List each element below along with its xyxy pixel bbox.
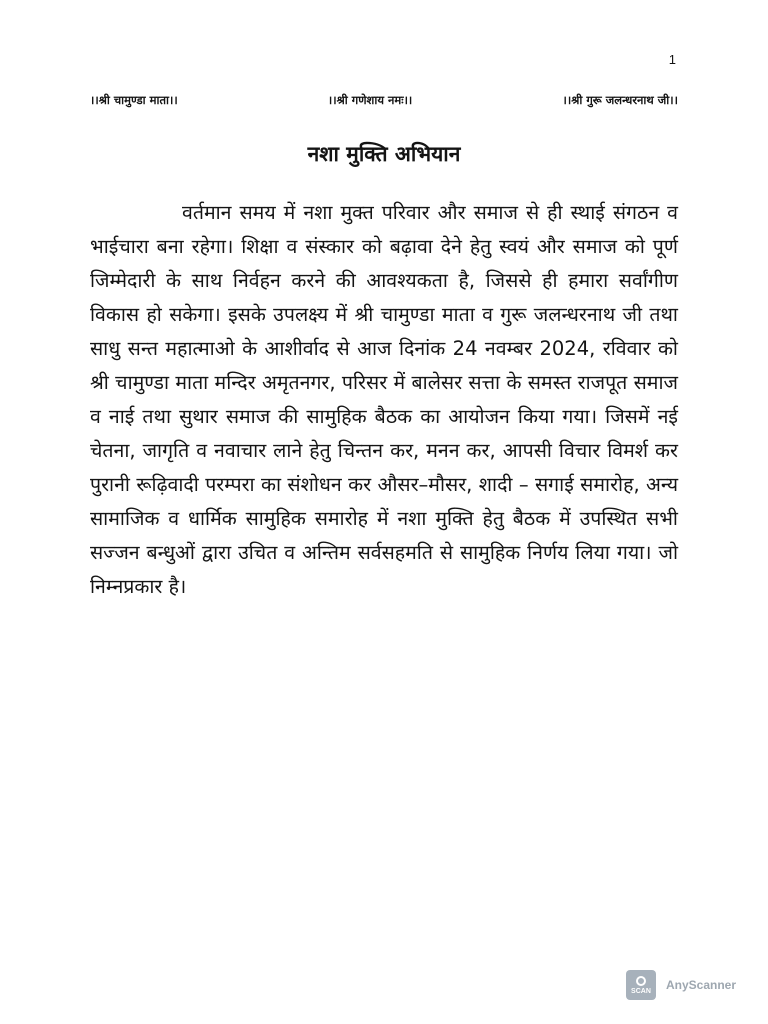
scan-icon (626, 970, 656, 1000)
scan-logo-text: SCAN (631, 987, 651, 995)
document-title: नशा मुक्ति अभियान (307, 142, 461, 166)
body-paragraph: वर्तमान समय में नशा मुक्त परिवार और समाज से ही स्थाई संगठन व भाईचारा बना रहेगा। शिक्षा व संस्कार को बढ़ावा देने हेतु स्वयं और समाज को पूर्ण जिम्मेदारी के साथ निर्वहन करने की आवश्यकता है, जिससे ही हमारा सर्वांगीण विकास हो सकेगा। इसके उपलक्ष्य में श्री चामुण्डा माता व गुरू जलन्धरनाथ जी तथा साधु सन्त महात्माओ के आशीर्वाद से आज दिनांक 24 नवम्बर 2024, रविवार को श्री चामुण्डा माता मन्दिर अमृतनगर, परिसर में बालेसर सत्ता के समस्त राजपूत समाज व नाई तथा सुथार समाज की सामुहिक बैठक का आयोजन किया गया। जिसमें नई चेतना, जागृति व नवाचार लाने हेतु चिन्तन कर, मनन कर, आपसी विचार विमर्श कर पुरानी रूढ़िवादी परम्परा का संशोधन कर औसर–मौसर, शादी – सगाई समारोह, अन्य सामाजिक व धार्मिक सामुहिक समारोह में नशा मुक्ति हेतु बैठक में उपस्थित सभी सज्जन बन्धुओं द्वारा उचित व अन्तिम सर्वसहमति से सामुहिक निर्णय लिया गया। जो निम्नप्रकार है। (90, 201, 678, 598)
invocation-right: ।।श्री गुरू जलन्धरनाथ जी।। (562, 93, 678, 107)
invocation-center: ।।श्री गणेशाय नमः।। (327, 93, 413, 107)
page-number: 1 (668, 52, 676, 67)
invocation-left: ।।श्री चामुण्डा माता।। (90, 93, 178, 107)
scanner-watermark (626, 970, 736, 1000)
watermark-label: AnyScanner (665, 978, 736, 992)
invocation-header (90, 93, 678, 108)
